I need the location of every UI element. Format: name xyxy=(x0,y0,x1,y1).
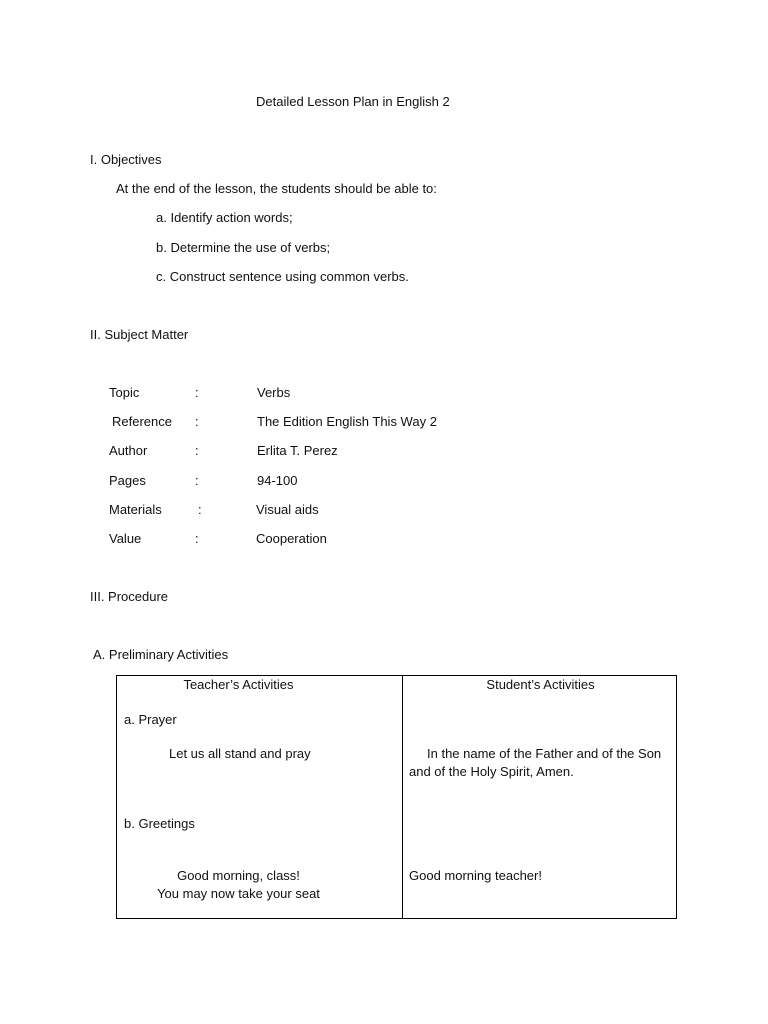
subject-value: Cooperation xyxy=(256,531,327,546)
subject-colon: : xyxy=(195,385,199,400)
student-prayer-response xyxy=(409,745,671,781)
preliminary-activities-heading: A. Preliminary Activities xyxy=(93,647,229,662)
subject-label: Reference xyxy=(112,414,172,429)
subject-label: Pages xyxy=(109,473,146,488)
column-divider xyxy=(402,676,403,918)
subject-colon: : xyxy=(195,443,199,458)
teacher-activities-header: Teacher’s Activities xyxy=(183,677,294,692)
objectives-heading: I. Objectives xyxy=(90,152,162,167)
subject-value: Verbs xyxy=(257,385,291,400)
subject-matter-heading: II. Subject Matter xyxy=(90,327,189,342)
student-prayer-text: In the name of the Father and of the Son and of the Holy Spirit, Amen. xyxy=(409,746,662,779)
objectives-intro: At the end of the lesson, the students should be able to: xyxy=(116,181,437,196)
subject-value: The Edition English This Way 2 xyxy=(257,414,437,429)
subject-value: Erlita T. Perez xyxy=(257,443,338,458)
teacher-greeting-line: You may now take your seat xyxy=(157,886,320,901)
teacher-greeting-line: Good morning, class! xyxy=(177,868,300,883)
subject-label: Materials xyxy=(109,502,162,517)
document-title: Detailed Lesson Plan in English 2 xyxy=(256,94,450,109)
greetings-label: b. Greetings xyxy=(124,816,195,831)
subject-colon: : xyxy=(195,473,199,488)
subject-colon: : xyxy=(195,531,199,546)
procedure-heading: III. Procedure xyxy=(90,589,169,604)
subject-label: Author xyxy=(109,443,148,458)
objective-item: c. Construct sentence using common verbs. xyxy=(156,269,409,284)
teacher-prayer-text: Let us all stand and pray xyxy=(169,746,311,761)
activities-table xyxy=(116,675,677,919)
subject-label: Topic xyxy=(109,385,140,400)
objective-item: b. Determine the use of verbs; xyxy=(156,240,331,255)
subject-colon: : xyxy=(198,502,202,517)
objective-item: a. Identify action words; xyxy=(156,210,293,225)
student-greeting-response: Good morning teacher! xyxy=(409,868,542,883)
subject-value: Visual aids xyxy=(256,502,319,517)
subject-label: Value xyxy=(109,531,142,546)
subject-colon: : xyxy=(195,414,199,429)
prayer-label: a. Prayer xyxy=(124,712,177,727)
teacher-greeting xyxy=(117,867,360,903)
subject-value: 94-100 xyxy=(257,473,298,488)
student-activities-header: Student’s Activities xyxy=(486,677,595,692)
